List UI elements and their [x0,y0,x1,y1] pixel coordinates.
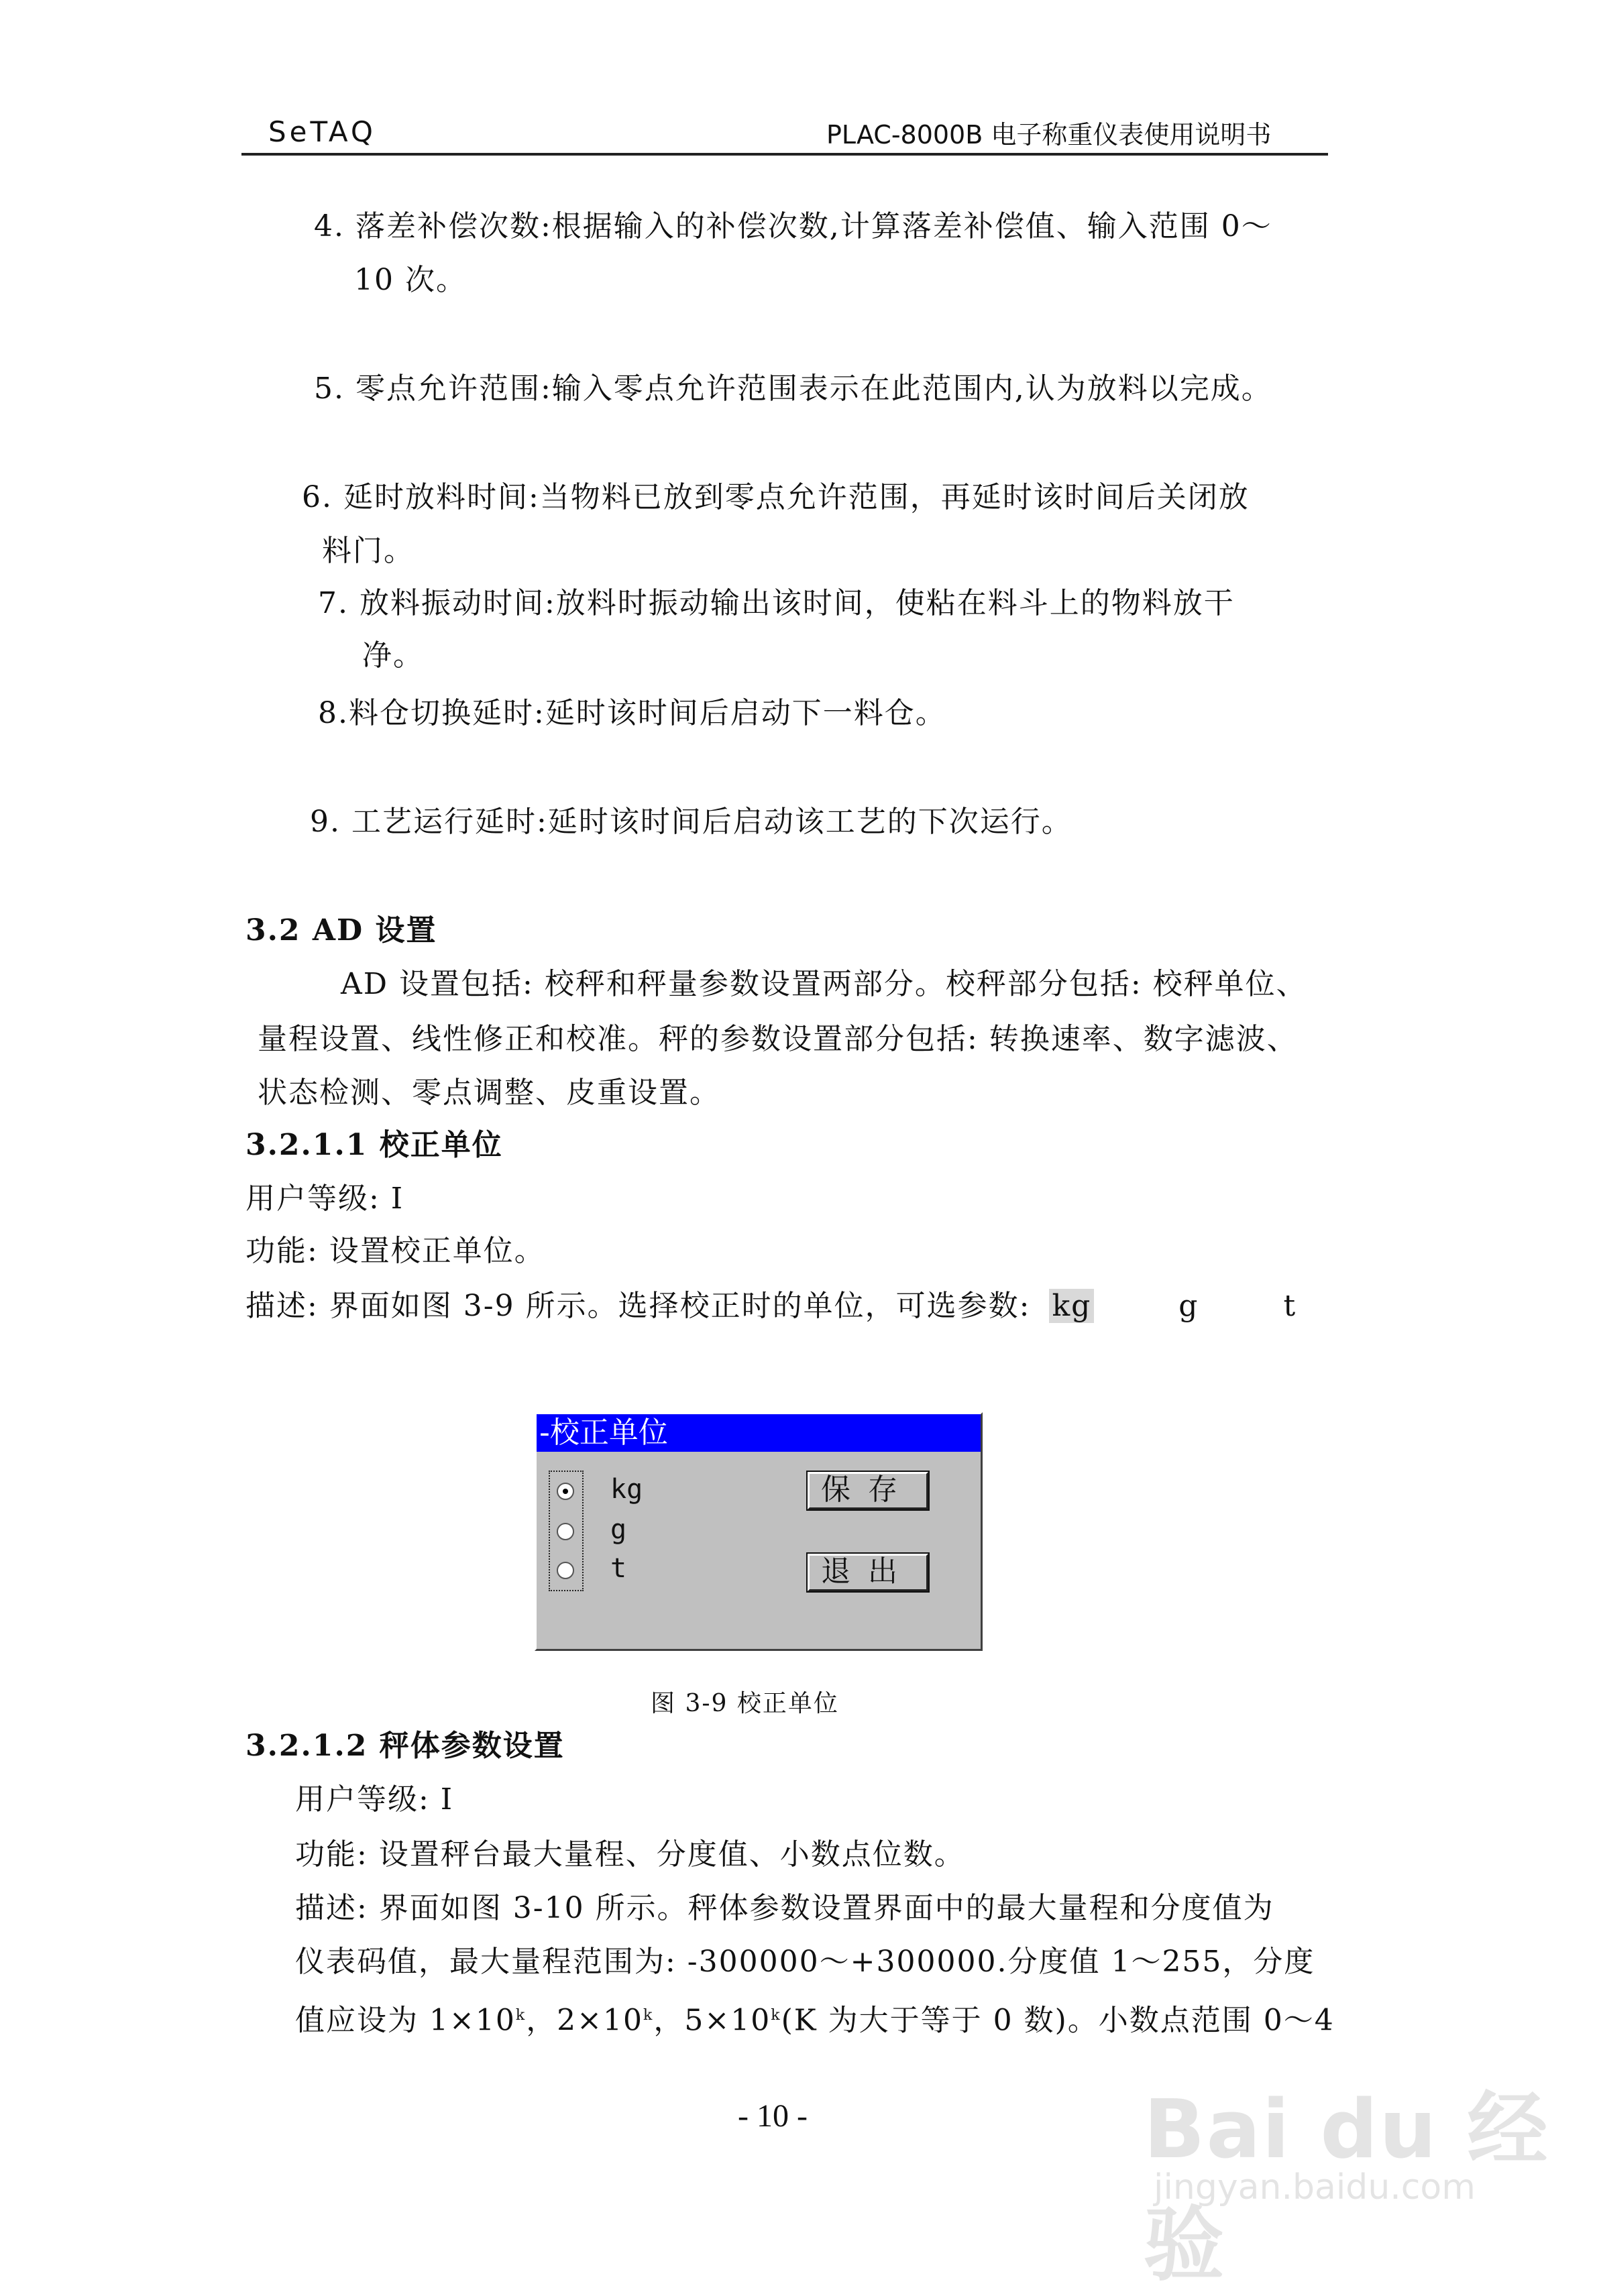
header-rule [241,153,1328,156]
unit-radio-group [549,1471,584,1591]
desc-part-d: (K 为大于等于 0 数)。小数点范围 0～4 [781,2003,1335,2038]
dialog-title-bar: -校正单位 [537,1414,981,1452]
item-8-label: 8.料仓切换延时: [318,696,545,730]
item-6-text: 当物料已放到零点允许范围，再延时该时间后关闭放 [539,480,1250,514]
calibration-unit-dialog [535,1412,983,1651]
item-8-line-1 [318,695,946,732]
item-9-line-1 [310,803,1072,841]
section-3-2-1-2-function: 功能: 设置秤台最大量程、分度值、小数点位数。 [295,1837,965,1872]
unit-g-text: g [1178,1289,1199,1323]
item-5-line-1 [314,370,1272,408]
option-label-t: t [610,1553,627,1584]
item-4-line-2: 10 次。 [354,263,467,297]
section-3-2-para-line-2: 量程设置、线性修正和校准。秤的参数设置部分包括: 转换速率、数字滤波、 [258,1022,1298,1056]
unit-kg-highlight: kg [1049,1289,1094,1323]
item-7-text: 放料时振动输出该时间，使粘在料斗上的物料放干 [555,586,1235,620]
figure-caption: 图 3-9 校正单位 [651,1690,839,1717]
radio-t[interactable] [557,1562,574,1579]
baidu-watermark-url: jingyan.baidu.com [1154,2167,1476,2207]
section-3-2-1-2-heading: 3.2.1.2 秤体参数设置 [245,1729,565,1763]
section-3-2-para-line-3: 状态检测、零点调整、皮重设置。 [258,1076,720,1110]
save-button[interactable]: 保存 [808,1472,928,1509]
item-7-line-2: 净。 [362,638,424,673]
item-7-label: 7. 放料振动时间: [318,586,556,620]
superscript-k-1: k [515,2007,527,2024]
section-3-2-para-line-1: AD 设置包括: 校秤和秤量参数设置两部分。校秤部分包括: 校秤单位、 [341,967,1307,1001]
section-3-2-1-1-level: 用户等级: I [245,1182,404,1216]
item-4-text: 根据输入的补偿次数,计算落差补偿值、输入范围 0～ [551,209,1272,243]
section-3-2-1-1-heading: 3.2.1.1 校正单位 [245,1128,503,1162]
item-9-label: 9. 工艺运行延时: [310,805,548,839]
unit-t-text: t [1283,1289,1297,1323]
item-6-label: 6. 延时放料时间: [302,480,540,514]
section-3-2-1-2-desc-line-1: 描述: 界面如图 3-10 所示。秤体参数设置界面中的最大量程和分度值为 [295,1891,1274,1925]
header-brand: SeTAQ [268,115,376,148]
exit-button[interactable]: 退出 [808,1554,928,1591]
option-label-g: g [610,1514,627,1545]
section-3-2-1-2-level: 用户等级: I [295,1782,454,1817]
radio-kg[interactable] [557,1483,574,1500]
item-9-text: 延时该时间后启动该工艺的下次运行。 [547,805,1072,839]
header-doc-title: PLAC-8000B 电子称重仪表使用说明书 [826,120,1272,150]
item-7-line-1 [318,585,1235,622]
baidu-watermark-logo: Bai du 经验 [1144,2083,1549,2292]
section-3-2-1-2-desc-line-2: 仪表码值，最大量程范围为: -300000～+300000.分度值 1～255，分度 [295,1945,1315,1979]
section-3-2-heading: 3.2 AD 设置 [245,913,437,948]
desc-part-b: ，2×10 [526,2003,644,2038]
option-label-kg: kg [610,1474,643,1505]
section-3-2-1-1-function: 功能: 设置校正单位。 [245,1234,545,1268]
section-3-2-1-1-description [245,1287,1297,1325]
item-4-label: 4. 落差补偿次数: [314,209,552,243]
item-6-line-2: 料门。 [322,534,415,568]
desc-part-c: ，5×10 [653,2003,771,2038]
superscript-k-3: k [771,2007,781,2024]
section-3-2-1-2-desc-line-3 [295,1997,1335,2040]
superscript-k-2: k [643,2007,654,2024]
item-6-line-1 [302,479,1250,516]
desc-part-a: 值应设为 1×10 [295,2003,516,2038]
radio-g[interactable] [557,1523,574,1540]
item-5-label: 5. 零点允许范围: [314,371,552,406]
item-5-text: 输入零点允许范围表示在此范围内,认为放料以完成。 [551,371,1272,406]
item-4-line-1 [314,208,1272,245]
item-8-text: 延时该时间后启动下一料仓。 [545,696,946,730]
description-text: 描述: 界面如图 3-9 所示。选择校正时的单位，可选参数: [245,1289,1031,1323]
page-number: - 10 - [738,2098,808,2134]
radio-selected-dot-icon [563,1489,568,1494]
